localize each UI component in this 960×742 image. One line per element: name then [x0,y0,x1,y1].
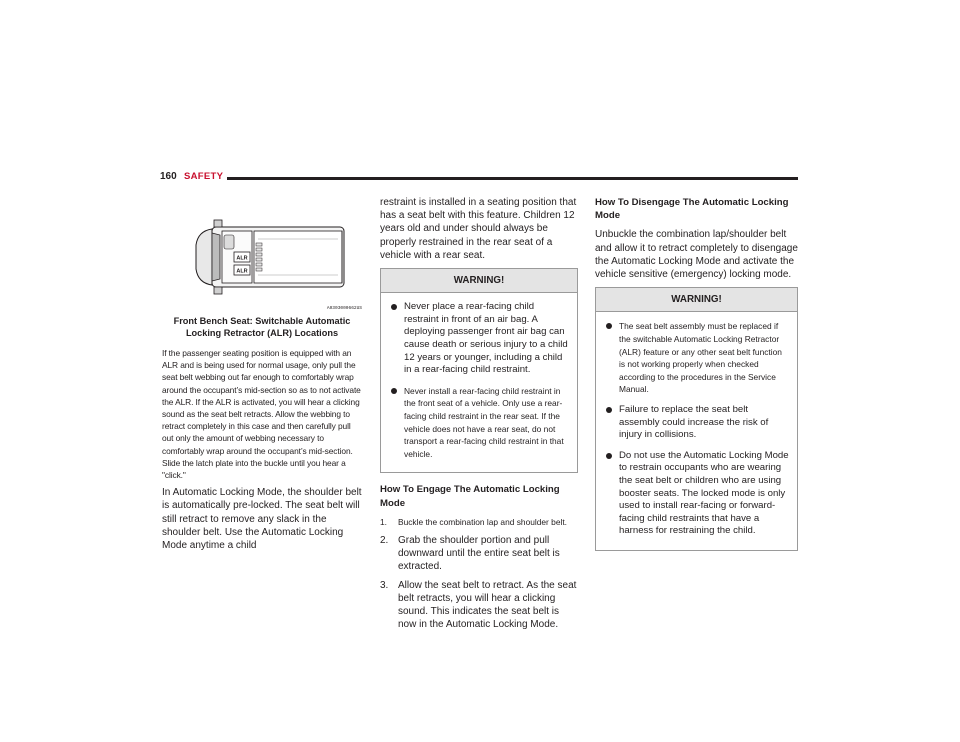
warning-item: Do not use the Automatic Locking Mode to restrain occupants who are wearing the seat belt or children who are using booster seats. The locked mode is only used to install rear-facing or forward-facing child restraints that have a harness for restraining the child. [606,450,789,538]
bullet-icon [606,407,612,413]
column-1 [162,205,362,558]
page-number: 160 [160,171,177,182]
figure-caption: Front Bench Seat: Switchable Automatic Locking Retractor (ALR) Locations [173,316,351,338]
warning-list [596,312,797,550]
column-2 [380,196,578,636]
van-top-view-figure [162,205,362,313]
section-title: SAFETY [184,171,224,182]
warning-list [381,293,577,472]
engage-steps [380,516,578,632]
warning-item: The seat belt assembly must be replaced if the switchable Automatic Locking Retractor (ALR) feature or any other seat belt function is not working properly when checked according to the procedures in the Service Manual. [606,320,789,396]
bullet-icon [391,388,397,394]
step-item: 3. Allow the seat belt to retract. As the seat belt retracts, you will hear a clicking sound. This indicates the seat belt is now in the Automatic Locking Mode. [380,579,577,631]
warning-box-2 [595,287,798,551]
heading-engage: How To Engage The Automatic Locking Mode [380,484,560,509]
alr-label-2: ALR [236,268,248,275]
bullet-icon [606,453,612,459]
paragraph-disengage: Unbuckle the combination lap/shoulder belt and allow it to retract completely to disengage the Automatic Locking Mode and activate the vehicle sensitive (emergency) locking mode. [595,229,798,281]
column-3 [595,196,798,559]
figure-code: A0303000662US [326,305,362,311]
heading-disengage: How To Disengage The Automatic Locking Mode [595,197,789,222]
paragraph-restraint-continued: restraint is installed in a seating position that has a seat belt with this feature. Children 12 years old and under should always be properly restrained in the rear seat of a vehicle with a rear seat. [380,197,577,261]
page-header [160,171,800,185]
alr-label-1: ALR [236,255,248,262]
van-illustration [162,205,362,313]
step-item: 1. Buckle the combination lap and shoulder belt. [380,516,568,527]
warning-item: Never place a rear-facing child restraint in front of an air bag. A deploying passenger front air bag can cause death or serious injury to a child 12 years or younger, including a child in a rear-facing child restraint. [391,301,569,377]
paragraph-automatic-locking: In Automatic Locking Mode, the shoulder belt is automatically pre-locked. The seat belt will still retract to remove any slack in the shoulder belt. Use the Automatic Locking Mode anytime a child [162,487,362,552]
header-rule [227,177,798,180]
warning-item: Failure to replace the seat belt assembly could increase the risk of injury in collisions. [606,404,789,442]
warning-title: WARNING! [381,269,577,293]
warning-box-1 [380,268,578,473]
warning-item: Never install a rear-facing child restraint in the front seat of a vehicle. Only use a rear-facing child restraint in the rear seat. If the vehicle does not have a rear seat, do not transport a rear-facing child restraint in that vehicle. [391,385,569,461]
bullet-icon [606,323,612,329]
bullet-icon [391,304,397,310]
step-item: 2. Grab the shoulder portion and pull downward until the entire seat belt is extracted. [380,534,560,573]
paragraph-alr-usage: If the passenger seating position is equipped with an ALR and is being used for normal usage, only pull the seat belt webbing out far enough to comfortably wrap around the occupant’s mid-section so as to not activate the ALR. If the ALR is activated, you will hear a clicking sound as the seat belt retracts. Allow the webbing to retract completely in this case and then carefully pull out only the amount of webbing necessary to comfortably wrap around the occupant’s mid-section. Slide the latch plate into the buckle until you hear a "click." [162,348,361,481]
warning-title: WARNING! [596,288,797,312]
